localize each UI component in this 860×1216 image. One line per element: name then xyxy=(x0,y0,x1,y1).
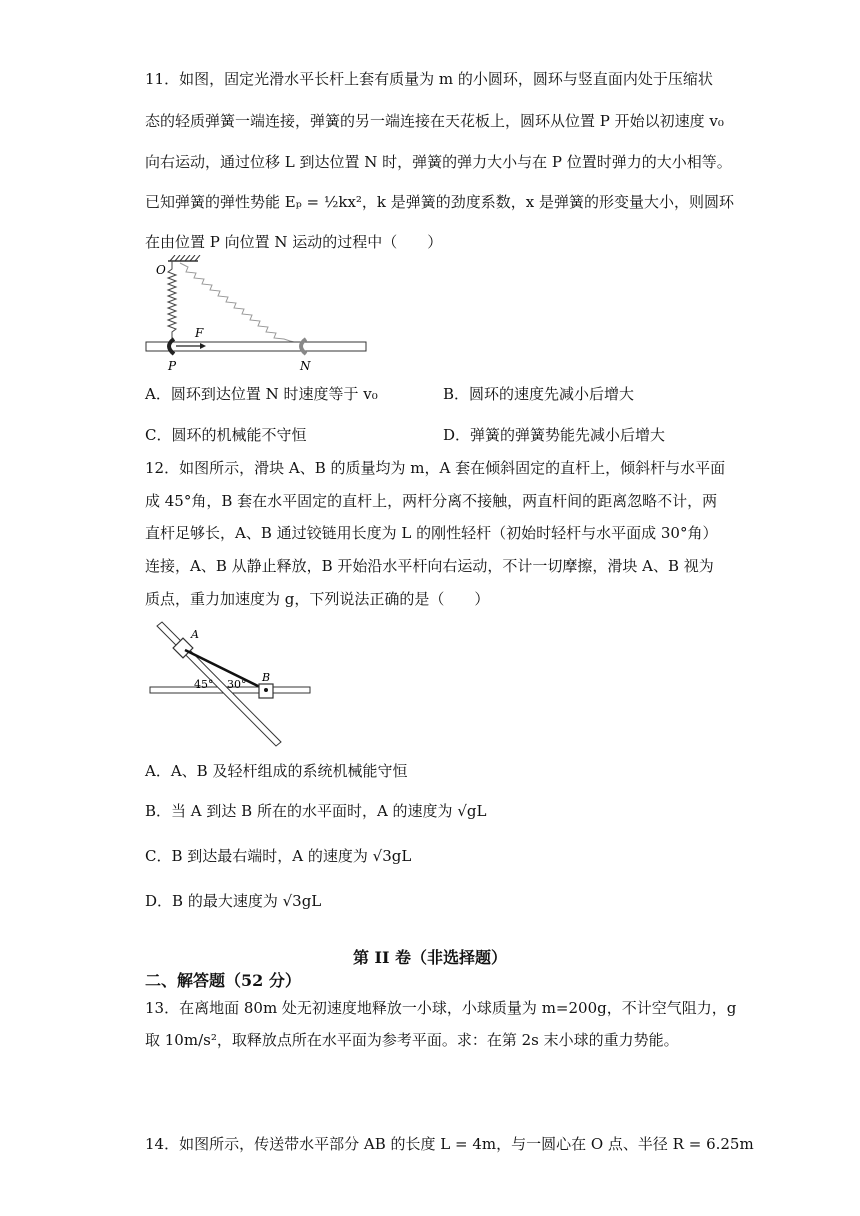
q12-line-4: 连接，A、B 从静止释放，B 开始沿水平杆向右运动，不计一切摩擦，滑块 A、B 视为 xyxy=(145,557,714,575)
q12-line-5: 质点，重力加速度为 g，下列说法正确的是（ ） xyxy=(145,590,490,608)
label-B: B xyxy=(262,671,271,684)
q11-line-3: 向右运动，通过位移 L 到达位置 N 时，弹簧的弹力大小与在 P 位置时弹力的大小相等。 xyxy=(145,153,732,171)
q11-line-4: 已知弹簧的弹性势能 Eₚ = ½kx²，k 是弹簧的劲度系数，x 是弹簧的形变量大小，则圆环 xyxy=(145,193,735,211)
q12-line-3: 直杆足够长，A、B 通过铰链用长度为 L 的刚性轻杆（初始时轻杆与水平面成 30°角） xyxy=(145,524,718,542)
q11-option-a: A．圆环到达位置 N 时速度等于 v₀ xyxy=(145,385,378,403)
q11-option-c: C．圆环的机械能不守恒 xyxy=(145,426,307,444)
section-subtitle: 二、解答题（52 分） xyxy=(145,971,301,990)
q11-option-b: B．圆环的速度先减小后增大 xyxy=(443,385,635,403)
label-O: O xyxy=(156,263,166,277)
label-N: N xyxy=(300,359,311,373)
q12-option-b: B．当 A 到达 B 所在的水平面时，A 的速度为 √gL xyxy=(145,802,487,820)
q11-line-2: 态的轻质弹簧一端连接，弹簧的另一端连接在天花板上，圆环从位置 P 开始以初速度 v₀ xyxy=(145,112,724,130)
label-A: A xyxy=(191,628,199,641)
q13-line-1: 13．在离地面 80m 处无初速度地释放一小球，小球质量为 m=200g，不计空气阻力，g xyxy=(145,999,737,1017)
q12-option-d: D．B 的最大速度为 √3gL xyxy=(145,892,322,910)
q11-line-1: 11．如图，固定光滑水平长杆上套有质量为 m 的小圆环，圆环与竖直面内处于压缩状 xyxy=(145,70,713,88)
q11-option-d: D．弹簧的弹簧势能先减小后增大 xyxy=(443,426,666,444)
q11-figure xyxy=(140,255,380,375)
q12-line-1: 12．如图所示，滑块 A、B 的质量均为 m，A 套在倾斜固定的直杆上，倾斜杆与水平面 xyxy=(145,459,726,477)
q12-option-a: A．A、B 及轻杆组成的系统机械能守恒 xyxy=(145,762,408,780)
q14-line-1: 14．如图所示，传送带水平部分 AB 的长度 L = 4m，与一圆心在 O 点、半径 R = 6.25m xyxy=(145,1135,754,1153)
q12-option-c: C．B 到达最右端时，A 的速度为 √3gL xyxy=(145,847,412,865)
q11-line-5: 在由位置 P 向位置 N 运动的过程中（ ） xyxy=(145,233,443,251)
q13-line-2: 取 10m/s²，取释放点所在水平面为参考平面。求：在第 2s 末小球的重力势能。 xyxy=(145,1031,679,1049)
q12-line-2: 成 45°角，B 套在水平固定的直杆上，两杆分离不接触，两直杆间的距离忽略不计，两 xyxy=(145,492,718,510)
label-P: P xyxy=(168,359,177,373)
label-30: 30° xyxy=(227,678,247,691)
section-title: 第 II 卷（非选择题） xyxy=(352,948,508,967)
label-F: F xyxy=(195,326,204,340)
q12-figure xyxy=(145,618,320,750)
label-45: 45° xyxy=(194,678,214,691)
